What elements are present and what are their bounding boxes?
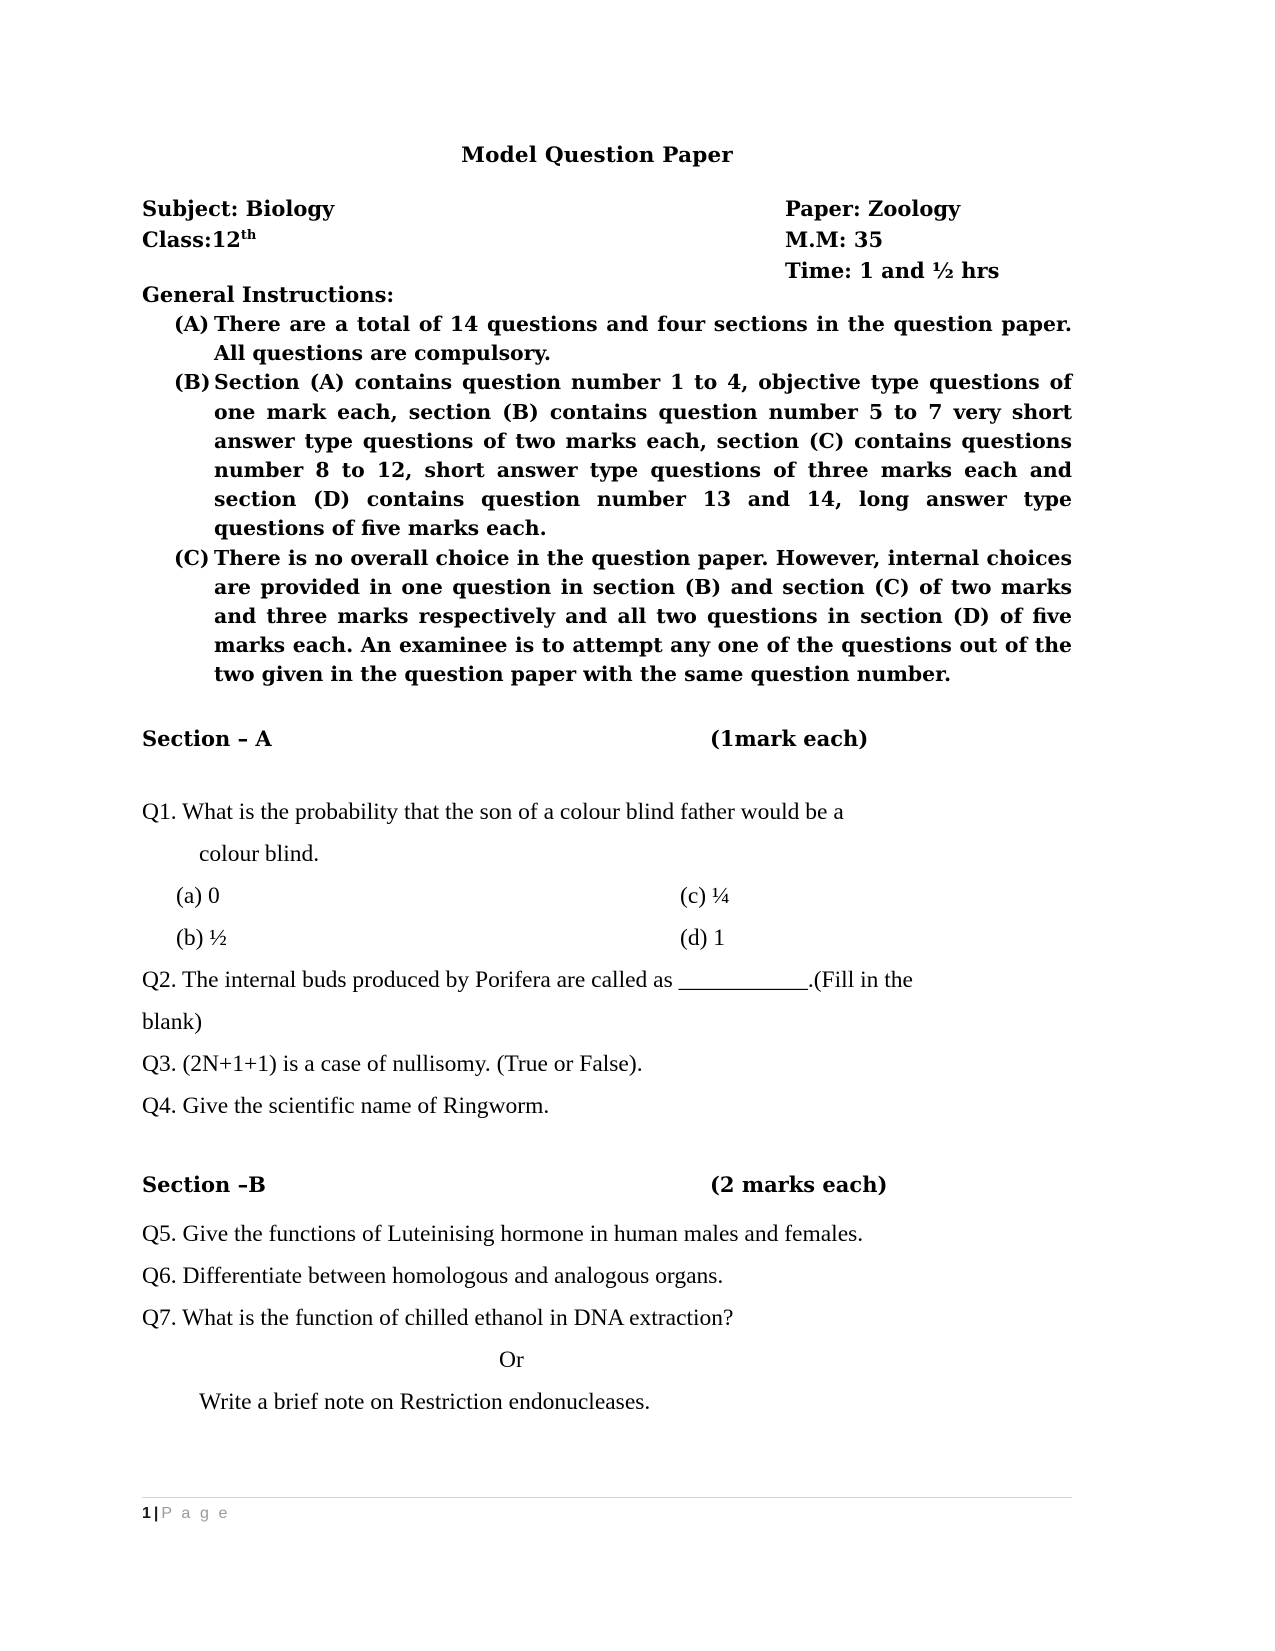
- question-q7-alternative: Write a brief note on Restriction endonucleases.: [199, 1388, 651, 1415]
- instruction-item-a: [174, 310, 1072, 368]
- question-q7-or-label: Or: [499, 1346, 524, 1373]
- question-q1-line1: Q1. What is the probability that the son of a colour blind father would be a: [142, 798, 844, 825]
- question-q2-line2: blank): [142, 1008, 203, 1035]
- meta-subject: Subject: Biology: [142, 196, 335, 221]
- instruction-marker-a: (A): [174, 312, 210, 336]
- question-q4: Q4. Give the scientific name of Ringworm.: [142, 1092, 550, 1119]
- instruction-marker-b: (B): [174, 370, 211, 395]
- meta-right-column: [785, 193, 999, 286]
- instruction-text-c: There is no overall choice in the question paper. However, internal choices are provided in one question in section (B) and section (C) of two marks and three marks respectively and all two questions in section (D) of five marks each. An examinee is to attempt any one of the questions out of the two given in the question paper with the same question number.: [214, 545, 1072, 687]
- instruction-text-b: Section (A) contains question number 1 to 4, objective type questions of one mark each, section (B) contains question number 5 to 7 very short answer type questions of two marks each, section (C) contains questions number 8 to 12, short answer type questions of three marks each and section (D) contains question number 13 and 14, long answer type questions of five marks each.: [214, 370, 1072, 541]
- footer-page-number: 1: [142, 1505, 151, 1522]
- question-q3: Q3. (2N+1+1) is a case of nullisomy. (True or False).: [142, 1050, 643, 1077]
- question-q1-line2: colour blind.: [199, 840, 320, 867]
- document-content: [142, 0, 1072, 1423]
- general-instructions-heading: General Instructions:: [142, 282, 395, 307]
- general-instructions-list: [174, 310, 1072, 690]
- page-title: Model Question Paper: [461, 143, 733, 168]
- question-q1-option-a[interactable]: (a) 0: [176, 882, 220, 909]
- question-q1-option-row-1: [176, 875, 1072, 917]
- footer-page-label: P a g e: [161, 1505, 231, 1522]
- instruction-text-a: There are a total of 14 questions and four sections in the question paper. All questions are compulsory.: [214, 312, 1072, 366]
- class-ordinal-suffix: th: [240, 228, 257, 243]
- instruction-item-c: [174, 544, 1072, 690]
- paper-meta: [142, 193, 1072, 283]
- question-q5: Q5. Give the functions of Luteinising hormone in human males and females.: [142, 1220, 864, 1247]
- page-footer: [142, 1497, 1072, 1523]
- question-q1-option-row-2: [176, 917, 1072, 959]
- section-a-marks: (1mark each): [710, 725, 869, 751]
- section-a-label: Section – A: [142, 725, 272, 751]
- question-q1-option-b[interactable]: (b) ½: [176, 924, 227, 951]
- question-q1-option-c[interactable]: (c) ¼: [680, 882, 730, 909]
- instruction-marker-c: (C): [174, 545, 210, 570]
- meta-paper: Paper: Zoology: [785, 196, 961, 221]
- question-q7: Q7. What is the function of chilled ethanol in DNA extraction?: [142, 1304, 734, 1331]
- meta-class: Class:12th: [142, 227, 257, 252]
- question-q2-line1: Q2. The internal buds produced by Porifera are called as ___________.(Fill in the: [142, 966, 913, 993]
- section-heading-b: [142, 1172, 1072, 1200]
- meta-max-marks: M.M: 35: [785, 227, 884, 252]
- meta-time: Time: 1 and ½ hrs: [785, 258, 1000, 283]
- question-q1-option-d[interactable]: (d) 1: [680, 924, 726, 951]
- question-q6: Q6. Differentiate between homologous and analogous organs.: [142, 1262, 724, 1289]
- section-heading-a: [142, 726, 1072, 754]
- section-b-marks: (2 marks each): [710, 1171, 888, 1197]
- instruction-item-b: [174, 368, 1072, 543]
- footer-separator: |: [153, 1505, 159, 1522]
- section-b-label: Section –B: [142, 1171, 266, 1197]
